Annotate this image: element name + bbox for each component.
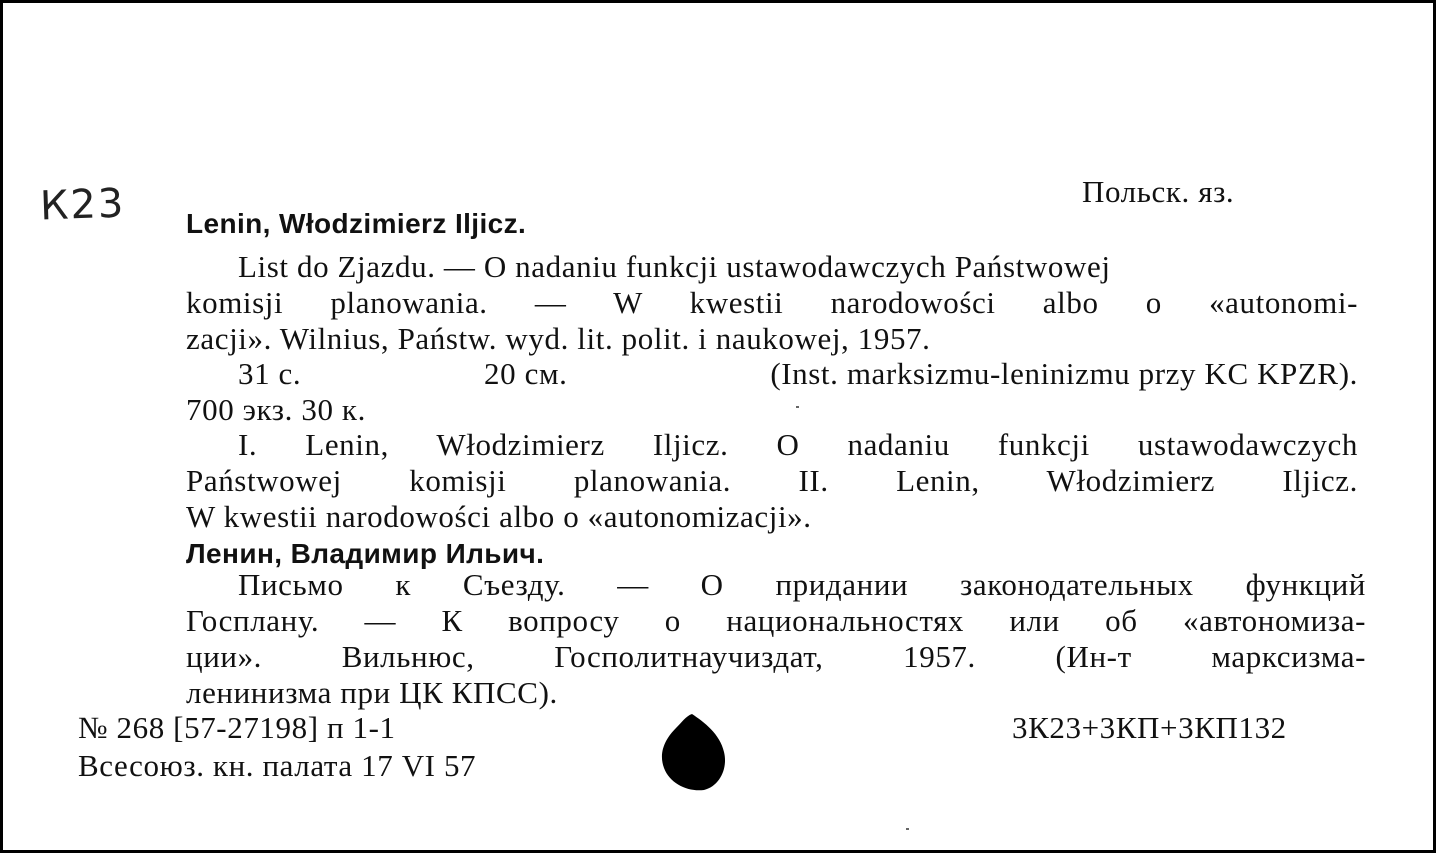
- size-value: 20 см.: [484, 356, 568, 391]
- russian-title-line-3: ции». Вильнюс, Госполитнаучиздат, 1957. (Ин-т марксизма-: [186, 639, 1366, 674]
- language-note: Польск. яз.: [1082, 174, 1235, 209]
- russian-title-line-4: ленинизма при ЦК КПСС).: [186, 675, 558, 710]
- polish-title-line-1: [238, 249, 1358, 285]
- pages-value: 31 c.: [238, 356, 302, 391]
- issuing-chamber: Всесоюз. кн. палата 17 VI 57: [78, 748, 477, 783]
- russian-author-heading: Ленин, Владимир Ильич.: [186, 538, 545, 569]
- polish-title-line-3: zacji». Wilnius, Państw. wyd. lit. polit. i naukowej, 1957.: [186, 321, 931, 356]
- russian-title-line-1: Письмо к Съезду. — О придании законодательных функций: [238, 567, 1366, 602]
- added-entry-line-3: W kwestii narodowości albo o «autonomizacji».: [186, 499, 812, 534]
- paper-speck: [796, 406, 799, 408]
- polish-title-line-1-text: List do Zjazdu. — O nadaniu funkcji ustawodawczych Państwowej: [238, 249, 1111, 284]
- polish-title-line-2: komisji planowania. — W kwestii narodowości albo o «autonomi-: [186, 285, 1358, 320]
- polish-author-heading: Lenin, Włodzimierz Iljicz.: [186, 208, 527, 239]
- physical-description-line: [238, 356, 1358, 392]
- added-entry-line-2: Państwowej komisji planowania. II. Lenin, Włodzimierz Iljicz.: [186, 463, 1358, 498]
- ink-blot-mark: [658, 712, 728, 792]
- russian-title-line-2: Госплану. — К вопросу о национальностях или об «автономиза-: [186, 603, 1366, 638]
- added-entry-line-1: I. Lenin, Włodzimierz Iljicz. O nadaniu funkcji ustawodawczych: [238, 427, 1358, 462]
- handwritten-shelf-mark: К23: [39, 180, 127, 230]
- series-note: (Inst. marksizmu-leninizmu przy KC KPZR).: [770, 356, 1358, 391]
- record-number: № 268 [57-27198] п 1-1: [78, 710, 396, 745]
- classification-index: 3К23+3КП+3КП132: [1012, 710, 1287, 745]
- copies-and-price: 700 экз. 30 к.: [186, 392, 366, 427]
- paper-speck: [906, 828, 909, 830]
